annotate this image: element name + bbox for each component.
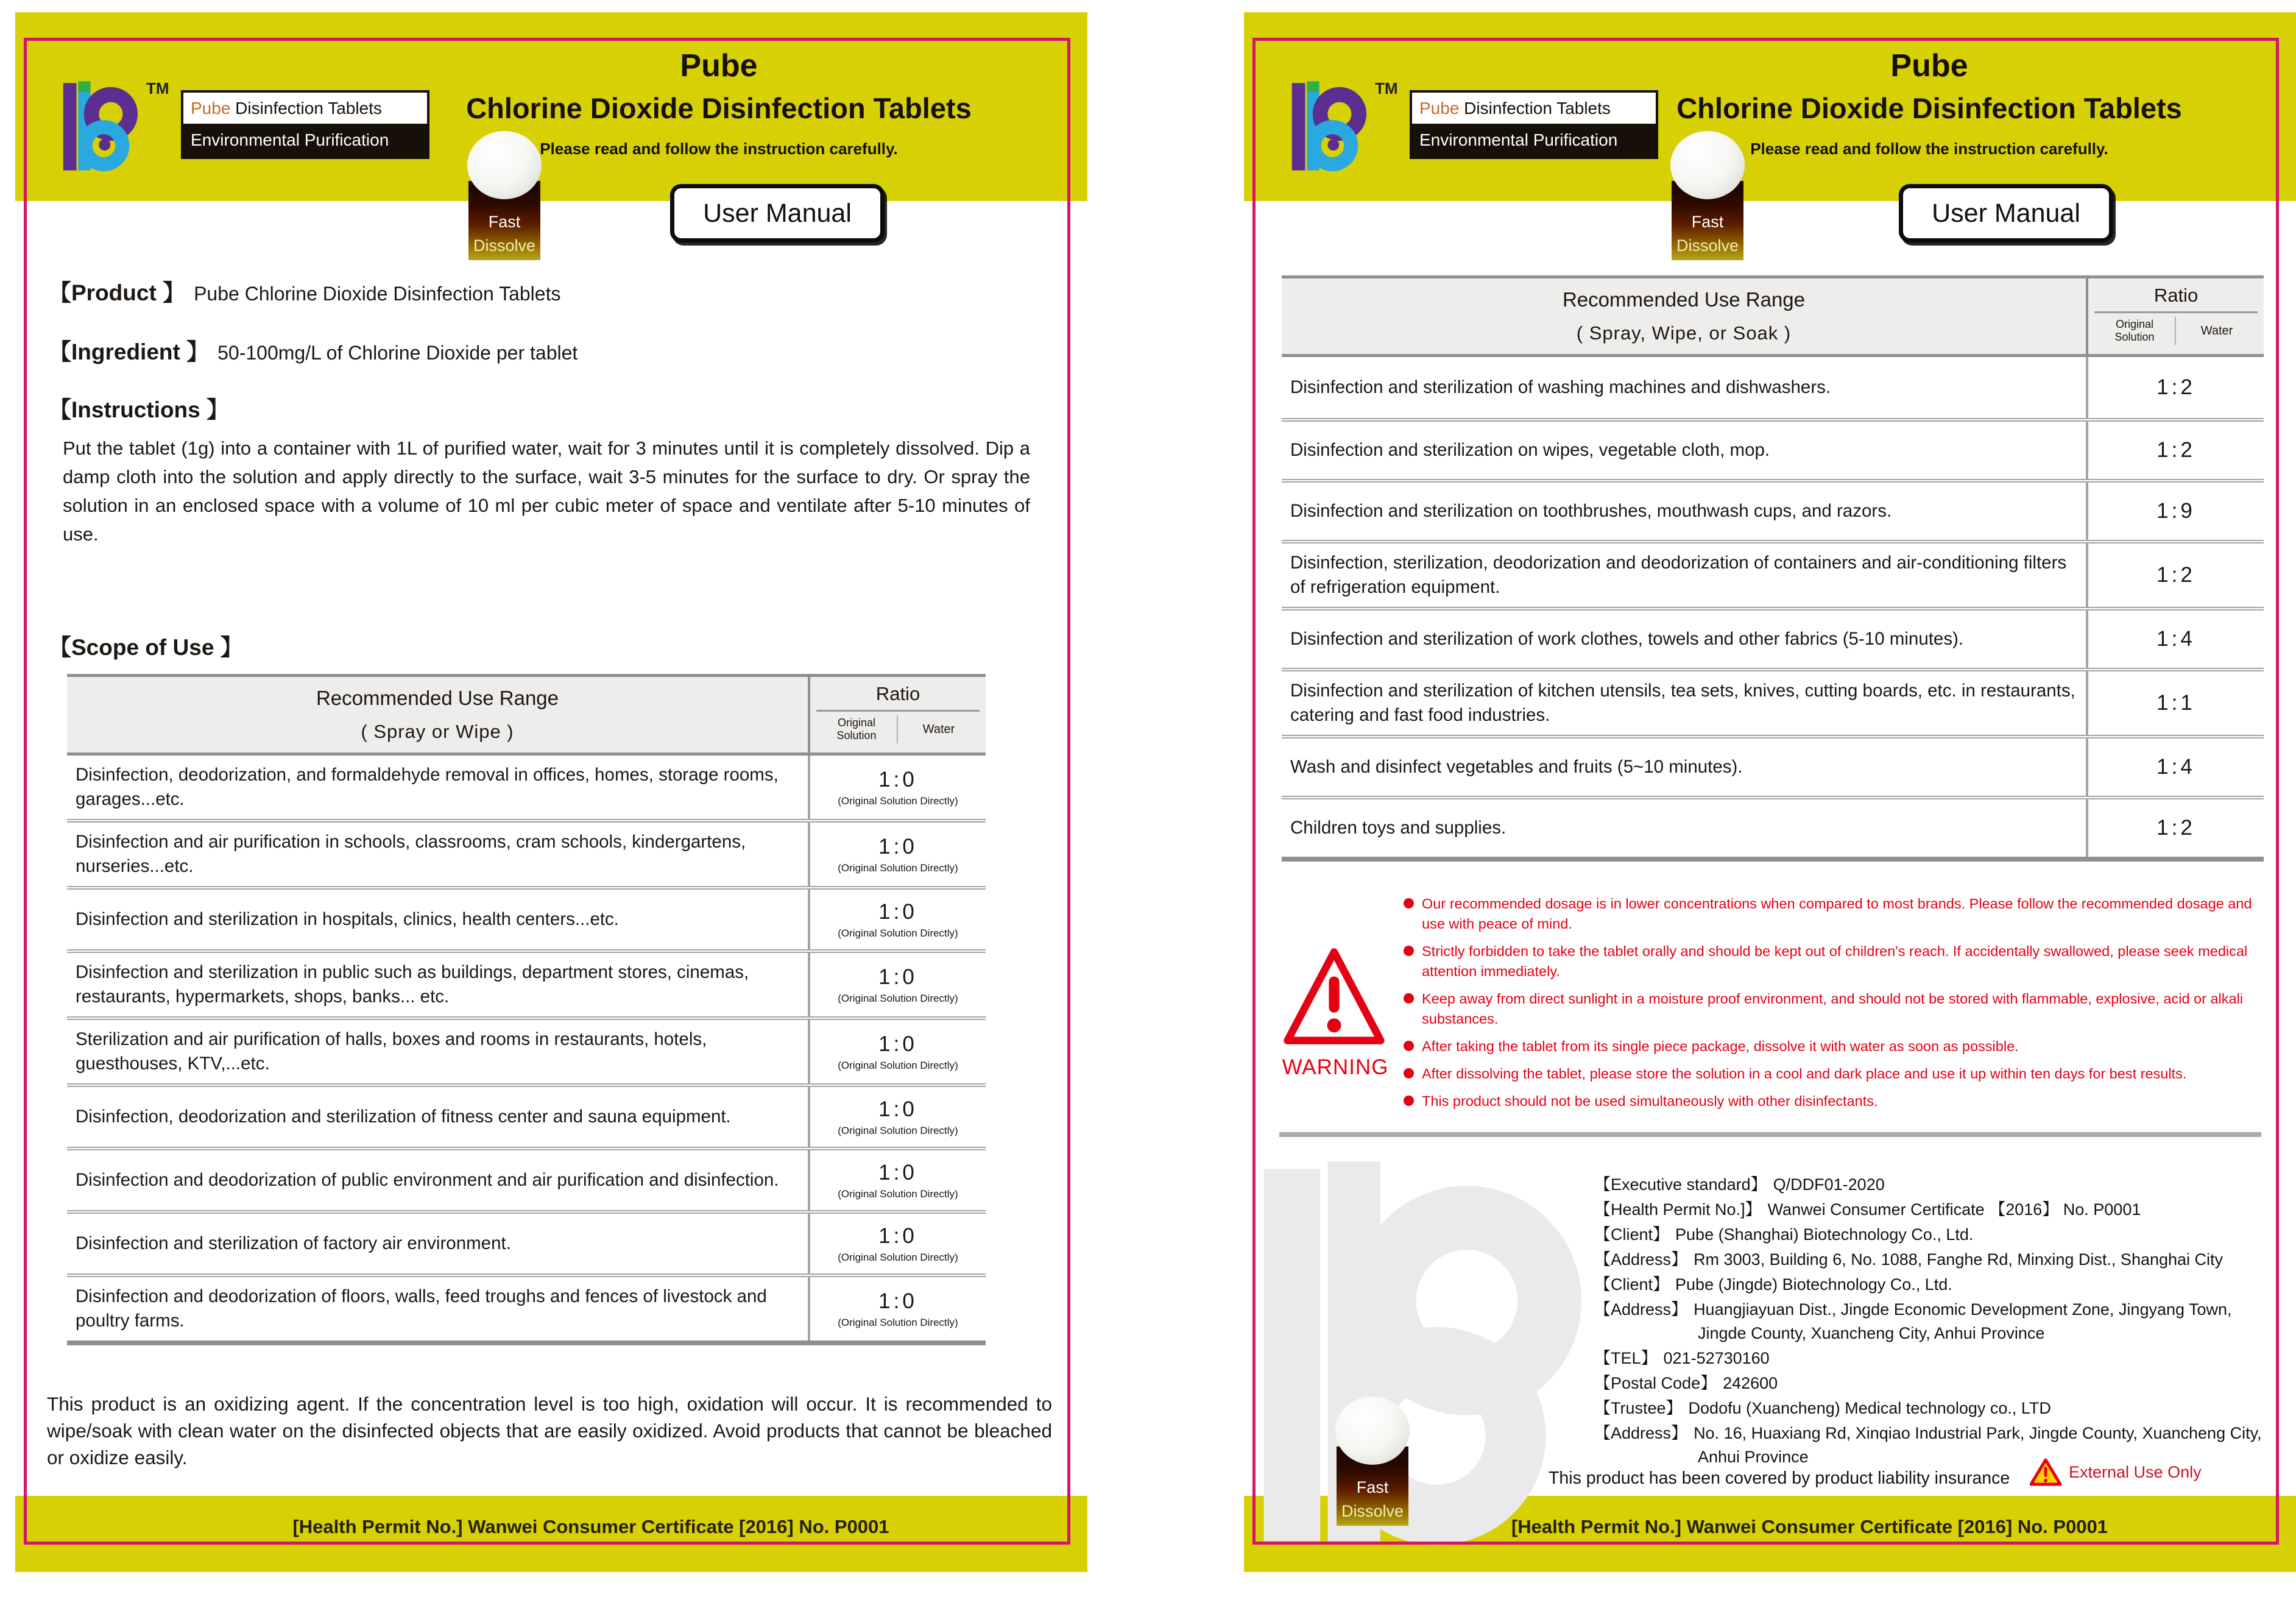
ratio-value: 1:0 — [878, 965, 917, 989]
instructions-heading — [49, 391, 229, 424]
info-line — [1594, 1273, 2277, 1297]
table-title: Recommended Use Range — [1562, 288, 1806, 311]
ratio-value: 1:0 — [878, 767, 917, 791]
ratio-value: 1:0 — [878, 1097, 917, 1121]
table-row — [67, 756, 986, 819]
table-row — [1282, 668, 2264, 735]
warning-item — [1404, 1091, 2260, 1111]
table-row — [67, 1210, 986, 1273]
page-title: Pube — [680, 48, 758, 83]
bullet-dot-icon — [1404, 993, 1414, 1004]
ratio-subheader — [816, 715, 980, 743]
watermark-b-icon — [1255, 1158, 1596, 1553]
ratio-value: 1:4 — [2156, 755, 2195, 779]
ratio-cell — [2086, 738, 2264, 796]
ratio-cell — [2086, 483, 2264, 540]
health-permit-footer: [Health Permit No.] Wanwei Consumer Certificate [2016] No. P0001 — [292, 1516, 889, 1537]
ratio-value: 1:0 — [878, 834, 917, 859]
ratio-value: 1:2 — [2156, 375, 2195, 399]
leaflet-page-left — [15, 12, 1087, 1572]
badge-text-fast: Fast — [1691, 213, 1724, 231]
info-line — [1594, 1298, 2277, 1345]
header-note: Please read and follow the instruction carefully. — [540, 140, 898, 158]
ratio-note: (Original Solution Directly) — [838, 1124, 958, 1136]
ratio-value: 1:2 — [2156, 438, 2195, 462]
use-range-cell: Sterilization and air purification of halls, boxes and rooms in restaurants, hotels, guesthouses, KTV,...etc. — [76, 1029, 707, 1074]
brand-watermark-icon — [1255, 1158, 1596, 1553]
warning-triangle-icon — [1282, 946, 1386, 1049]
info-line — [1594, 1248, 2277, 1272]
brand-name: Pube — [191, 99, 231, 118]
warning-label: WARNING — [1282, 1055, 1389, 1079]
badge-text-dissolve: Dissolve — [1676, 236, 1739, 255]
ratio-cell — [808, 1214, 986, 1273]
info-line — [1594, 1347, 2277, 1370]
warning-text: Strictly forbidden to take the tablet orally and should be kept out of children's reach. If accidentally swallowed, please seek medical attention immediately. — [1422, 943, 2248, 979]
info-label: 【Postal Code】 — [1594, 1374, 1717, 1392]
table-row — [1282, 607, 2264, 668]
ratio-cell — [2086, 671, 2264, 735]
use-range-cell: Disinfection and deodorization of public environment and air purification and disinfection. — [76, 1170, 779, 1190]
brand-box-line2: Environmental Purification — [1412, 124, 1656, 157]
table-row — [67, 1273, 986, 1340]
table-header — [67, 677, 986, 756]
ingredient-label: 【Ingredient 】 — [49, 339, 210, 364]
brand-logo — [61, 79, 169, 173]
bullet-dot-icon — [1404, 946, 1414, 956]
info-value: Rm 3003, Building 6, No. 1088, Fanghe Rd, Minxing Dist., Shanghai City — [1694, 1250, 2224, 1269]
ratio-header — [2086, 278, 2264, 354]
info-value: Pube (Shanghai) Biotechnology Co., Ltd. — [1675, 1225, 1974, 1244]
use-range-header — [1282, 278, 2086, 354]
ratio-note: (Original Solution Directly) — [838, 795, 958, 807]
ratio-value: 1:0 — [878, 1289, 917, 1313]
brand-line1-rest: Disinfection Tablets — [1459, 99, 1611, 118]
use-range-cell: Disinfection and sterilization in public such as buildings, department stores, cinemas, restaurants, hypermarkets, shops, banks... etc. — [76, 962, 749, 1007]
ratio-subheader — [2094, 317, 2258, 345]
table-row — [1282, 418, 2264, 479]
ratio-value: 1:0 — [878, 1223, 917, 1248]
use-range-cell: Disinfection and sterilization on wipes, vegetable cloth, mop. — [1290, 440, 1770, 460]
use-range-cell: Children toys and supplies. — [1290, 818, 1507, 838]
instructions-paragraph: Put the tablet (1g) into a container with 1L of purified water, wait for 3 minutes until it is completely dissolved. Dip a damp cloth into the solution and apply directly to the surface, wait 3-5 minutes for the surface to dry. Or spray the solution in an enclosed space with a volume of 10 ml per cubic meter of space and ventilate after 5-10 minutes of use. — [63, 437, 1030, 545]
warning-item — [1404, 894, 2260, 934]
use-range-cell: Disinfection, deodorization and sterilization of fitness center and sauna equipment. — [76, 1107, 731, 1127]
col-water: Water — [2200, 324, 2233, 338]
use-range-table — [1282, 275, 2264, 862]
col-water: Water — [922, 722, 955, 736]
table-row — [1282, 357, 2264, 418]
ratio-value: 1:0 — [878, 899, 917, 924]
info-line — [1594, 1223, 2277, 1247]
table-row — [67, 949, 986, 1016]
bullet-dot-icon — [1404, 1041, 1414, 1051]
ratio-label: Ratio — [2094, 285, 2258, 313]
info-label: 【Trustee】 — [1594, 1399, 1683, 1417]
use-range-cell: Disinfection, deodorization, and formaldehyde removal in offices, homes, storage rooms, garages...etc. — [76, 765, 779, 809]
warning-item — [1404, 989, 2260, 1029]
section-divider — [1279, 1132, 2261, 1137]
ratio-value: 1:2 — [2156, 563, 2195, 587]
instructions-label: 【Instructions 】 — [49, 397, 230, 422]
ratio-cell — [2086, 357, 2264, 418]
brand-b-icon — [61, 80, 141, 173]
warning-text: After taking the tablet from its single piece package, dissolve it with water as soon as possible. — [1422, 1038, 2019, 1054]
user-manual-label: User Manual — [1899, 184, 2113, 243]
table-row — [67, 1016, 986, 1083]
ratio-cell — [808, 823, 986, 886]
info-label: 【Client】 — [1594, 1225, 1670, 1244]
fast-dissolve-badge — [467, 131, 542, 260]
table-row — [67, 1083, 986, 1147]
ratio-cell — [808, 953, 986, 1016]
page-title: Pube — [1890, 48, 1968, 83]
brand-name: Pube — [1419, 99, 1460, 118]
brand-box-line2: Environmental Purification — [183, 124, 427, 157]
product-label: 【Product 】 — [49, 280, 186, 305]
info-line — [1594, 1173, 2277, 1197]
info-line — [1594, 1198, 2277, 1222]
warning-text: This product should not be used simultaneously with other disinfectants. — [1422, 1093, 1878, 1109]
badge-text-fast: Fast — [488, 213, 521, 231]
ratio-value: 1:9 — [2156, 499, 2195, 523]
user-manual-label: User Manual — [670, 184, 885, 243]
ratio-value: 1:4 — [2156, 627, 2195, 651]
ingredient-line — [49, 333, 578, 366]
warning-item — [1404, 941, 2260, 982]
info-label: 【Address】 — [1594, 1250, 1688, 1269]
page-subtitle: Chlorine Dioxide Disinfection Tablets — [466, 92, 972, 124]
use-range-table — [67, 674, 986, 1345]
table-row — [1282, 735, 2264, 796]
ratio-cell — [2086, 422, 2264, 479]
table-row — [67, 819, 986, 886]
ratio-note: (Original Solution Directly) — [838, 992, 958, 1004]
use-range-cell: Disinfection and sterilization of factory air environment. — [76, 1233, 511, 1253]
info-value: Q/DDF01-2020 — [1773, 1175, 1885, 1194]
use-range-cell: Wash and disinfect vegetables and fruits (5~10 minutes). — [1290, 757, 1743, 777]
trademark-symbol: TM — [1375, 79, 1398, 97]
use-range-header — [67, 677, 808, 752]
info-label: 【Client】 — [1594, 1275, 1670, 1294]
ratio-note: (Original Solution Directly) — [838, 1251, 958, 1263]
info-value: 021-52730160 — [1663, 1349, 1770, 1367]
leaflet-page-right — [1244, 12, 2296, 1572]
info-value: Huangjiayuan Dist., Jingde Economic Development Zone, Jingyang Town, Jingde County, Xuancheng City, Anhui Province — [1694, 1300, 2232, 1342]
col-original-solution: Original Solution — [2094, 317, 2176, 345]
scope-heading — [49, 629, 243, 662]
info-line — [1594, 1397, 2277, 1420]
badge-text-fast: Fast — [1356, 1478, 1389, 1496]
external-use-warning-icon — [2030, 1457, 2061, 1487]
ratio-value: 1:0 — [878, 1032, 917, 1056]
info-label: 【Address】 — [1594, 1300, 1688, 1319]
info-value: 242600 — [1723, 1374, 1778, 1392]
info-value: Dodofu (Xuancheng) Medical technology co., LTD — [1688, 1399, 2051, 1417]
fast-dissolve-badge — [1335, 1397, 1410, 1526]
table-subtitle: ( Spray, Wipe, or Soak ) — [1576, 322, 1792, 344]
brand-logo — [1290, 79, 1398, 173]
warning-text: Our recommended dosage is in lower concentrations when compared to most brands. Please follow the recommended dosage and use with peace of mind. — [1422, 896, 2252, 932]
bullet-dot-icon — [1404, 898, 1414, 908]
ratio-cell — [808, 756, 986, 819]
info-value: No. 16, Huaxiang Rd, Xinqiao Industrial Park, Jingde County, Xuancheng City, Anhui Province — [1694, 1424, 2262, 1466]
badge-text-dissolve: Dissolve — [1341, 1502, 1404, 1520]
company-info — [1594, 1173, 2277, 1470]
use-range-cell: Disinfection and air purification in schools, classrooms, cram schools, kindergartens, nurseries...etc. — [76, 832, 746, 876]
oxidizing-note: This product is an oxidizing agent. If the concentration level is too high, oxidation will occur. It is recommended to wipe/soak with clean water on the disinfected objects that are easily oxidized. Avoid products that cannot be bleached or oxidize easily. — [47, 1393, 1052, 1468]
bullet-dot-icon — [1404, 1068, 1414, 1078]
ratio-cell — [808, 1020, 986, 1083]
table-row — [1282, 796, 2264, 857]
bullet-dot-icon — [1404, 1096, 1414, 1106]
warning-item — [1404, 1064, 2260, 1084]
ratio-cell — [2086, 611, 2264, 668]
ratio-cell — [808, 1150, 986, 1210]
table-title: Recommended Use Range — [316, 687, 559, 709]
table-row — [1282, 479, 2264, 540]
table-subtitle: ( Spray or Wipe ) — [361, 721, 514, 742]
table-row — [1282, 540, 2264, 607]
insurance-note: This product has been covered by product liability insurance — [1549, 1468, 2010, 1488]
product-value: Pube Chlorine Dioxide Disinfection Tablets — [194, 283, 561, 305]
info-value: Wanwei Consumer Certificate 【2016】 No. P0001 — [1767, 1200, 2141, 1219]
info-label: 【Health Permit No.]】 — [1594, 1200, 1762, 1219]
ratio-cell — [808, 890, 986, 949]
ratio-note: (Original Solution Directly) — [838, 1059, 958, 1071]
ratio-cell — [808, 1277, 986, 1340]
info-label: 【Address】 — [1594, 1424, 1688, 1442]
tablet-image — [1670, 131, 1745, 199]
ratio-label: Ratio — [816, 683, 980, 712]
table-header — [1282, 278, 2264, 357]
ratio-value: 1:1 — [2156, 691, 2195, 715]
ratio-cell — [2086, 799, 2264, 857]
ratio-note: (Original Solution Directly) — [838, 927, 958, 939]
info-line — [1594, 1372, 2277, 1395]
use-range-cell: Disinfection and sterilization of work clothes, towels and other fabrics (5-10 minutes). — [1290, 629, 1964, 649]
warning-list — [1404, 894, 2260, 1119]
product-line — [49, 274, 560, 307]
tablet-image — [1335, 1397, 1410, 1465]
warning-text: After dissolving the tablet, please store the solution in a cool and dark place and use it up within ten days for best results. — [1422, 1066, 2187, 1082]
ratio-value: 1:0 — [878, 1160, 917, 1184]
use-range-cell: Disinfection and deodorization of floors, walls, feed troughs and fences of livestock and poultry farms. — [76, 1286, 767, 1331]
ratio-note: (Original Solution Directly) — [838, 1316, 958, 1328]
info-value: Pube (Jingde) Biotechnology Co., Ltd. — [1675, 1275, 1952, 1294]
ratio-value: 1:2 — [2156, 816, 2195, 840]
ingredient-value: 50-100mg/L of Chlorine Dioxide per tablet — [217, 342, 578, 364]
table-row — [67, 886, 986, 949]
warning-text: Keep away from direct sunlight in a moisture proof environment, and should not be stored with flammable, explosive, acid or alkali substances. — [1422, 991, 2244, 1027]
use-range-cell: Disinfection and sterilization on toothbrushes, mouthwash cups, and razors. — [1290, 501, 1892, 521]
brand-b-icon — [1290, 80, 1370, 173]
col-original-solution: Original Solution — [816, 715, 898, 743]
health-permit-footer: [Health Permit No.] Wanwei Consumer Certificate [2016] No. P0001 — [1511, 1516, 2108, 1537]
use-range-cell: Disinfection and sterilization of kitchen utensils, tea sets, knives, cutting boards, etc. in restaurants, catering and fast food industries. — [1290, 681, 2075, 725]
trademark-symbol: TM — [146, 79, 169, 97]
page-subtitle: Chlorine Dioxide Disinfection Tablets — [1676, 92, 2182, 124]
use-range-cell: Disinfection and sterilization of washing machines and dishwashers. — [1290, 377, 1831, 397]
ratio-cell — [2086, 544, 2264, 607]
info-label: 【TEL】 — [1594, 1349, 1658, 1367]
brand-line1-rest: Disinfection Tablets — [230, 99, 382, 118]
table-row — [67, 1147, 986, 1210]
ratio-note: (Original Solution Directly) — [838, 862, 958, 874]
use-range-cell: Disinfection and sterilization in hospitals, clinics, health centers...etc. — [76, 909, 619, 929]
fast-dissolve-badge — [1670, 131, 1745, 260]
tablet-image — [467, 131, 542, 199]
badge-text-dissolve: Dissolve — [473, 236, 536, 255]
ratio-note: (Original Solution Directly) — [838, 1188, 958, 1200]
header-note: Please read and follow the instruction carefully. — [1750, 140, 2108, 158]
use-range-cell: Disinfection, sterilization, deodorization and deodorization of containers and air-conditioning filters of refrigeration equipment. — [1290, 553, 2067, 597]
external-use-text: External Use Only — [2069, 1462, 2202, 1481]
warning-item — [1404, 1036, 2260, 1057]
ratio-header — [808, 677, 986, 752]
external-use-note — [2030, 1457, 2202, 1487]
ratio-cell — [808, 1087, 986, 1147]
scope-label: 【Scope of Use 】 — [49, 635, 243, 660]
info-label: 【Executive standard】 — [1594, 1175, 1767, 1194]
